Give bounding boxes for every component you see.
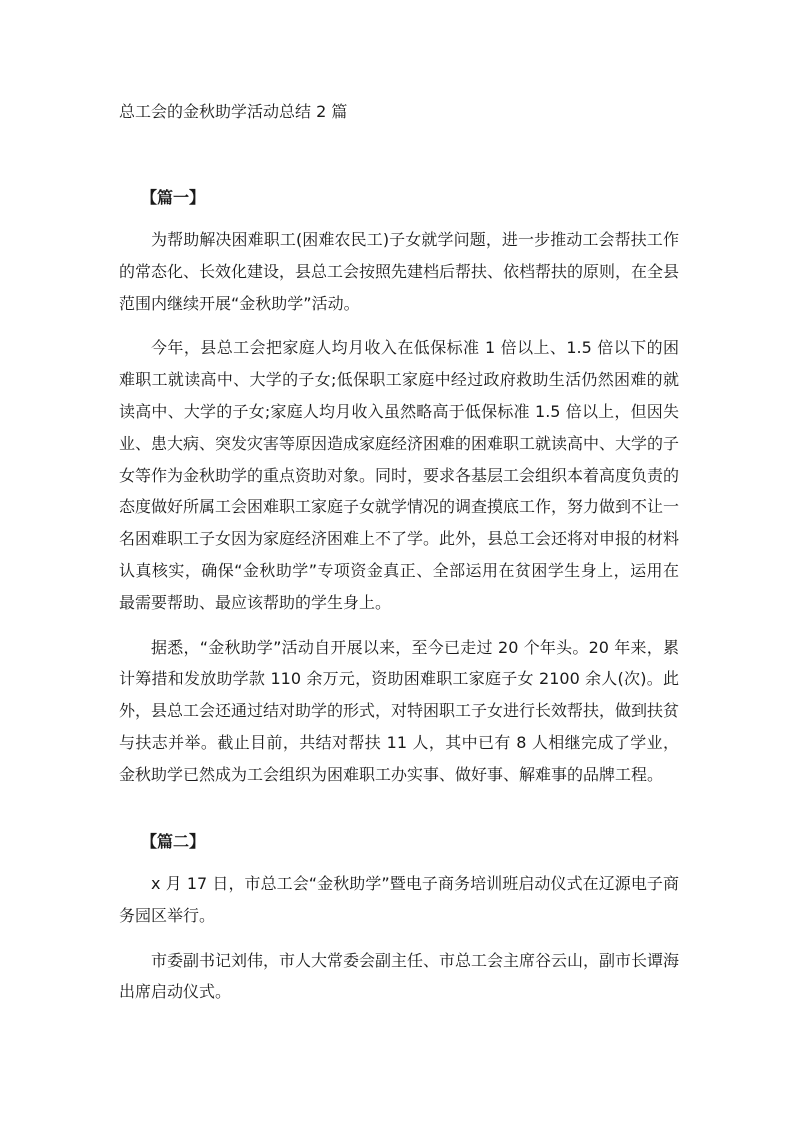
section-heading: 【篇一】: [141, 188, 206, 207]
document-title: 总工会的金秋助学活动总结 2 篇: [119, 102, 348, 121]
paragraph: 为帮助解决困难职工(困难农民工)子女就学问题，进一步推动工会帮扶工作的常态化、长效化建设，县总工会按照先建档后帮扶、依档帮扶的原则，在全县范围内继续开展“金秋助学”活动。: [119, 230, 680, 313]
paragraph: 市委副书记刘伟，市人大常委会副主任、市总工会主席谷云山，副市长谭海出席启动仪式。: [119, 950, 680, 1002]
section-2: [119, 830, 679, 1008]
section-1: [119, 186, 679, 791]
paragraph: 今年，县总工会把家庭人均月收入在低保标准 1 倍以上、1.5 倍以下的困难职工就读高中、大学的子女;低保职工家庭中经过政府救助生活仍然困难的就读高中、大学的子女;家庭人均月收入虽然略高于低保标准 1.5 倍以上，但因失业、患大病、突发灾害等原因造成家庭经济困难的困难职工就读高中、大学的子女等作为金秋助学的重点资助对象。同时，要求各基层工会组织本着高度负责的态度做好所属工会困难职工家庭子女就学情况的调查摸底工作，努力做到不让一名困难职工子女因为家庭经济困难上不了学。此外，县总工会还将对申报的材料认真核实，确保“金秋助学”专项资金真正、全部运用在贫困学生身上，运用在最需要帮助、最应该帮助的学生身上。: [119, 338, 680, 612]
section-heading: 【篇二】: [141, 832, 206, 851]
paragraph: 据悉，“金秋助学”活动自开展以来，至今已走过 20 个年头。20 年来，累计筹措和发放助学款 110 余万元，资助困难职工家庭子女 2100 余人(次)。此外，县总工会还通过结对助学的形式，对特困职工子女进行长效帮扶，做到扶贫与扶志并举。截止目前，共结对帮扶 11 人，其中已有 8 人相继完成了学业，金秋助学已然成为工会组织为困难职工办实事、做好事、解难事的品牌工程。: [119, 637, 680, 784]
paragraph: x 月 17 日，市总工会“金秋助学”暨电子商务培训班启动仪式在辽源电子商务园区举行。: [119, 874, 679, 925]
